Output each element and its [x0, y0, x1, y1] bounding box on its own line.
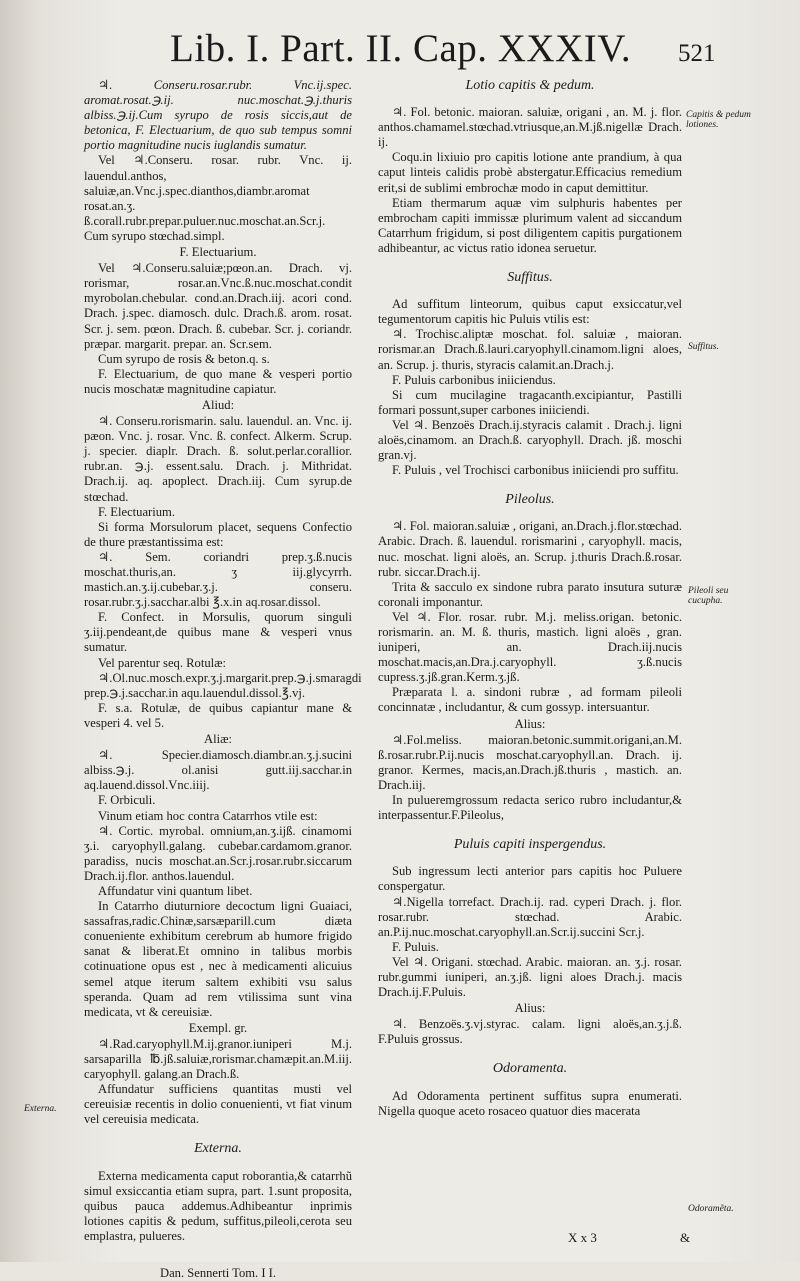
paragraph: F. s.a. Rotulæ, de quibus capiantur mane & vesperi 4. vel 5. [84, 700, 352, 730]
paragraph: ♃. Sem. coriandri prep.ʒ.ß.nucis moschat.thuris,an. ʒ iij.glycyrrh. mastich.an.ʒ.ij.cubebar.ʒ.j. conseru. rosar.rubr.ʒ.j.sacchar.albi ℥.x.in aq.rosar.dissol. [84, 549, 352, 610]
signature-mark: X x 3 [568, 1230, 597, 1245]
paragraph: Vel parentur seq. Rotulæ: [98, 655, 227, 670]
paragraph: ♃.Rad.caryophyll.M.ij.granor.iuniperi M.j. sarsaparilla ℔.jß.saluiæ,rorismar.chamæpit.an.M.iij. caryophyll. galang.an Drach.ß. [84, 1036, 352, 1082]
paragraph: Alius: [514, 1001, 546, 1016]
paragraph: Vel ♃. Origani. stœchad. Arabic. maioran. an. ʒ.j. rosar. rubr.gummi iuniperi, an.ʒ.jß. ligni aloes Drach.j. macis Drach.ij.F.Puluis. [378, 954, 682, 1000]
right-column [378, 78, 682, 1119]
paragraph: Cum syrupo de rosis & beton.q. s. [98, 351, 270, 366]
paragraph: F. Electuarium, de quo mane & vesperi portio nucis moschatæ magnitudine capiatur. [84, 366, 352, 396]
paragraph: In pulueremgrossum redacta serico rubro includantur,& interpassentur.F.Pileolus, [378, 793, 682, 823]
paragraph: ♃. Cortic. myrobal. omnium,an.ʒ.ijß. cinamomi ʒ.i. caryophyll.galang. cubebar.cardamom.granor. paradiss, nucis moschat.an.Scr.j.rosar.rubr.siccarum Drach.ij.flor. anthos.lauendul. [84, 823, 352, 883]
left-column [84, 78, 362, 1281]
paragraph: In Catarrho diuturniore decoctum ligni Guaiaci, sassafras,radic.Chinæ,sarsæparill.cum diæta conueniente exhibitum cerebrum ab humore frigido sanat & liberat.Et omnino in talibus morbis cotinuatione opus est , nec à medicamenti alicuius semel atque iterum saltem exhibiti vsu salus speranda. Quam ad rem vtilissima sunt vina medicata, vt & cereuisiæ. [84, 899, 352, 1019]
paragraph: Ad suffitum linteorum, quibus caput exsiccatur,vel tegumentorum capitis hic Puluis vtilis est: [378, 297, 682, 327]
paragraph: F. Electuarium. [179, 245, 257, 260]
paragraph: ♃. Fol. maioran.saluiæ , origani, an.Drach.j.flor.stœchad. Arabic. Drach. ß. lauendul. rorismarini , caryophyll. macis, nuc. moschat. ligni aloës, an. Scrup. j.thuris Drach.ß.rosar. rubr. siccar.Drach.ij. [378, 519, 682, 579]
paragraph: Aliæ: [204, 732, 232, 747]
paragraph: F. Puluis , vel Trochisci carbonibus iniiciendi pro suffitu. [392, 463, 679, 478]
margin-note-pileoli: Pileoli seu cucupha. [688, 586, 729, 606]
paragraph: Etiam thermarum aquæ vim sulphuris habentes per embrocham capiti immissæ plurimum valent ad siccandum Catarrhum frigidum, si post diligentem capitis purgationem adhibeantur, ac victus ratio idonea seruetur. [378, 195, 682, 255]
paragraph: ♃. Conseru.rorismarin. salu. lauendul. an. Vnc. ij. pæon. Vnc. j. rosar. Vnc. ß. confect. Alkerm. Scrup. j. specier. diaplr. Drach. ß. solut.perlar.corallior. rubr.an. ℈.j. essent.salu. Drach. j. Mithridat. Drach.ij. aq. apoplect. Drach.iij. Cum syrup.de stœchad. [84, 414, 352, 504]
paragraph: F. Puluis. [392, 939, 439, 954]
paragraph: Si cum mucilagine tragacanth.excipiantur, Pastilli formari possunt,super carbones iniiciendi. [378, 387, 682, 417]
paragraph: Alius: [514, 716, 546, 731]
paragraph: Externa medicamenta caput roborantia,& catarrhũ simul exsiccantia etiam supra, part. 1.sunt proposita, quibus pauca addemus.Adhibeantur inprimis lotiones capitis & pedum, suffitus,pileoli,cerota seu emplastra, pulueres. [84, 1168, 352, 1243]
catchword: & [680, 1230, 691, 1245]
paragraph: ♃. Trochisc.aliptæ moschat. fol. saluiæ , maioran. rorismar.an Drach.ß.lauri.caryophyll.cinamom.ligni aloes, an. Scrup. j. thuris, styracis calamit.an.Drach.j. [378, 327, 682, 372]
running-head: Lib. I. Part. II. Cap. XXXIV. [170, 27, 632, 70]
margin-note-externa: Externa. [24, 1104, 57, 1114]
margin-note-odoramenta: Odoramẽta. [688, 1204, 734, 1214]
paragraph: F. Puluis carbonibus iniiciendus. [392, 372, 556, 387]
paragraph: F. Electuarium. [98, 504, 175, 519]
paragraph: ♃.Nigella torrefact. Drach.ij. rad. cyperi Drach. j. flor. rosar.rubr. stœchad. Arabic. an.P.ij.nuc.moschat.caryophyll.an.Scr.ij.succini Scr.j. [378, 894, 682, 939]
paragraph: Affundatur sufficiens quantitas musti vel cereuisiæ recentis in dolio conuenienti, vt fiat vinum vel cereuisia medicata. [84, 1082, 352, 1127]
signature-line: Dan. Sennerti Tom. I I. [159, 1266, 277, 1281]
paragraph: Exempl. gr. [188, 1020, 248, 1035]
paragraph: Vel ♃. Flor. rosar. rubr. M.j. meliss.origan. betonic. rorismarin. an. M. ß. thuris, mastich. ligni aloës , gran. iuniperi, an. Drach.iij.nucis moschat.macis,an.Dra.j.caryophyll. ʒ.ß.nucis cupress.ʒ.jß.gran.Kerm.ʒ.jß. [378, 609, 682, 685]
margin-note-lotio: Capitis & pedum lotiones. [686, 110, 751, 130]
paragraph: F. Confect. in Morsulis, quorum singuli ʒ.iij.pendeant,de quibus mane & vesperi vnus sumatur. [84, 610, 352, 655]
section-heading: Lotio capitis & pedum. [465, 78, 595, 93]
section-heading: Externa. [194, 1141, 242, 1157]
paragraph: Si forma Morsulorum placet, sequens Confectio de thure præstantissima est: [84, 519, 352, 549]
paragraph: Vinum etiam hoc contra Catarrhos vtile est: [98, 808, 318, 823]
page-number: 521 [678, 40, 716, 67]
paragraph: Vel ♃.Conseru. rosar. rubr. Vnc. ij. lauendul.anthos, saluiæ,an.Vnc.j.spec.dianthos,diambr.aromat rosat.an.ʒ. ß.corall.rubr.prepar.puluer.nuc.moschat.an.Scr.j. Cum syrupo stœchad.simpl. [84, 153, 352, 243]
section-heading: Pileolus. [505, 492, 555, 508]
paragraph: Vel ♃. Benzoës Drach.ij.styracis calamit . Drach.j. ligni aloës,cinamom. an Drach.ß. caryophyll. Drach. jß. moschi gran.vj. [378, 417, 682, 463]
paragraph: Ad Odoramenta pertinent suffitus supra enumerati. Nigella quoque aceto rosaceo quatuor dies macerata [378, 1088, 682, 1118]
paragraph: Præparata l. a. sindoni rubræ , ad formam pileoli concinnatæ , includantur, & cum gossyp. intersuantur. [378, 685, 682, 715]
paragraph: Aliud: [201, 397, 235, 412]
paragraph: ♃. Specier.diamosch.diambr.an.ʒ.j.sucini albiss.℈.j. ol.anisi gutt.iij.sacchar.in aq.lauend.dissol.Vnc.iiij. [84, 748, 352, 793]
section-heading: Odoramenta. [492, 1061, 568, 1077]
section-heading: Suffitus. [507, 270, 553, 286]
paragraph: ♃. Benzoës.ʒ.vj.styrac. calam. ligni aloës,an.ʒ.j.ß. F.Puluis grossus. [378, 1017, 682, 1047]
paragraph: ♃. Conseru.rosar.rubr. Vnc.ij.spec. aromat.rosat.℈.ij. nuc.moschat.℈.j.thuris albiss.℈.ij.Cum syrupo de rosis siccis,aut de betonica, F. Electuarium, de quo sub tempus somni portio magnitudine nucis iuglandis sumatur. [84, 78, 352, 153]
paragraph: Vel ♃.Conseru.saluiæ;pœon.an. Drach. vj. rorismar, rosar.an.Vnc.ß.nuc.moschat.condit myrobolan.chebular. cond.an.Drach.iij. acori cond. Drach. j.spec. diamosch. dulc. Drach.ß. arom. rosat. Scr. j. sem. pœon. Drach. ß. cubebar. Scr. j. coriandr. præpar. margarit. prepar. an. Scr.sem. [84, 261, 352, 351]
paragraph: Trita & sacculo ex sindone rubra parato insutura suturæ coronali imponantur. [378, 579, 682, 609]
paragraph: ♃.Fol.meliss. maioran.betonic.summit.origani,an.M. ß.rosar.rubr.P.ij.nucis moschat.caryophyll.an. Drach. ij. granor. Kermes, macis,an.Drach.jß.thuris , mastich. an. Drach.iij. [378, 732, 682, 792]
paragraph: F. Orbiculi. [98, 793, 156, 808]
paragraph: Coqu.in lixiuio pro capitis lotione ante prandium, à qua caput linteis calidis probè abstergatur.Efficacius remedium erit,si de sublimi embrochæ modo in caput demittitur. [378, 150, 682, 195]
paragraph: Sub ingressum lecti anterior pars capitis hoc Puluere conspergatur. [378, 864, 682, 894]
paragraph: ♃. Fol. betonic. maioran. saluiæ, origani , an. M. j. flor. anthos.chamamel.stœchad.vtriusque,an.M.jß.nigellæ Drach. ij. [378, 105, 682, 150]
paragraph: Affundatur vini quantum libet. [98, 883, 253, 898]
section-heading: Puluis capiti inspergendus. [453, 837, 607, 853]
paragraph: ♃.Ol.nuc.mosch.expr.ʒ.j.margarit.prep.℈.j.smaragdi prep.℈.j.sacchar.in aqu.lauendul.dissol.℥.vj. [84, 670, 362, 700]
margin-note-suffitus: Suffitus. [688, 342, 719, 352]
